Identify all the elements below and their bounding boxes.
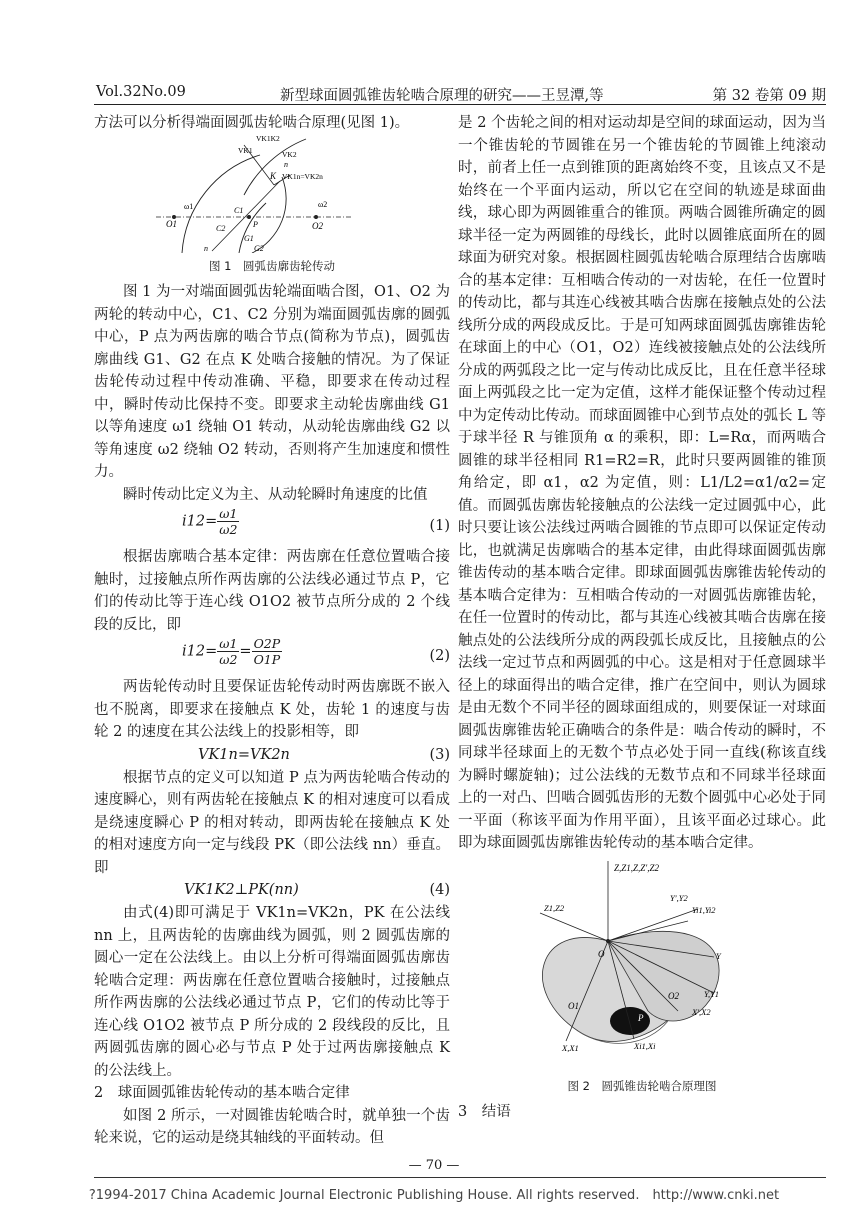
- eq2-num: ω1: [219, 636, 238, 651]
- equation-2: [94, 636, 450, 676]
- copyright-line: ?1994-2017 China Academic Journal Electronic Publishing House. All rights reserved. http://www.cnki.net: [88, 1188, 780, 1203]
- paragraph: 由式(4)即可满足于 VK1n=VK2n，PK 在公法线 nn 上，且两齿轮的齿廓曲线为圆弧，则 2 圆弧齿廓的圆心一定在公法线上。由以上分析可得端面圆弧齿廓齿轮啮合定理：两齿廓在任意位置啮合接触时，过接触点所作两齿廓的公法线必通过节点 P，它们的传动比等于连心线 O1O2 被节点 P 所分成的 2 段线段的反比，且两圆弧齿廓的圆心必与节点 P 处于过两齿廓接触点 K 的公法线上。: [94, 905, 450, 1079]
- eq2-num2: O2P: [253, 636, 281, 651]
- left-column: [94, 112, 450, 1150]
- eq1-number: (1): [429, 518, 450, 534]
- fig1-label-w2: ω2: [318, 199, 328, 209]
- running-title: 新型球面圆弧锥齿轮啮合原理的研究——王昱潭,等: [280, 88, 604, 104]
- fig2-label-xx2: X′,X2: [692, 1006, 711, 1017]
- fig1-label-k: K: [270, 170, 277, 181]
- paragraph: 根据节点的定义可以知道 P 点为两齿轮啮合传动的速度瞬心，则有两齿轮在接触点 K 的相对速度可以看成是绕速度瞬心 P 的相对转动，即两齿轮在接触点 K 处的相对速度方向一定与线段 PK（即公法线 nn）垂直。即: [94, 769, 450, 876]
- fig1-label-g1: G1: [244, 233, 254, 243]
- fig2-label-xi1xi: Xi1,Xi: [634, 1040, 656, 1051]
- paragraph: 是 2 个齿轮之间的相对运动却是空间的球面运动，因为当一个锥齿轮的节圆锥在另一个锥齿轮的节圆锥上纯滚动时，前者上任一点到锥顶的距离始终不变，且该点又不是始终在一个平面内运动，所以它在空间的轨迹是球面曲线，球心即为两圆锥重合的锥顶。两啮合圆锥所确定的圆球半径一定为两圆锥的母线长，此时以圆锥底面所在的圆球面为研究对象。根据圆柱圆弧齿轮啮合原理结合齿廓啮合的基本定律：互相啮合传动的一对齿轮，在任一位置时的传动比，都与其连心线被其啮合齿廓在接触点处的公法线所分成的两段成反比。于是可知两球面圆弧齿廓锥齿轮在球面上的中心（O1，O2）连线被接触点处的公法线所分成的两弧段之比一定与传动比成反比，且在任意半径球面上两弧段之比一定为定值，这样才能保证整个传动过程中为定传动比传动。而球面圆锥中心到节点处的弧长 L 等于球半径 R 与锥顶角 α 的乘积，即：L=Rα，而两啮合圆锥的球半径相同 R1=R2=R，此时只要两圆锥的锥顶角给定，即 α1，α2 为定值，则：L1/L2=α1/α2=定值。而圆弧齿廓齿轮接触点的公法线一定过圆弧中心，此时只要让该公法线过两啮合圆锥的节点即可以保证定传动比，也就满足齿廓啮合的基本定律，由此得球面圆弧齿廓锥齿传动的基本啮合定律。即球面圆弧齿廓锥齿轮传动的基本啮合定律为：互相啮合传动的一对圆弧齿廓锥齿轮，在任一位置时的传动比，都与其连心线被其啮合齿廓在接触点处的公法线所分成的两段弧长成反比，且接触点的公法线一定过节点和两圆弧的中心。这是相对于任意圆球半径上的球面得出的啮合定律，推广在空间中，则认为圆球是由无数个不同半径的圆球面组成的，则要保证一对球面圆弧齿廓锥齿轮正确啮合的条件是：啮合传动的瞬时，不同球半径球面上的无数个节点必处于同一直线(称该直线为瞬时螺旋轴)；过公法线的无数节点和不同球半径球面上的一对凸、凹啮合圆弧齿形的无数个圆弧中心必处于同一平面（称该平面为作用平面），且该平面必过球心。此即为球面圆弧齿廓锥齿轮传动的基本啮合定律。: [458, 115, 826, 851]
- fig1-label-w1: ω1: [184, 201, 194, 211]
- paragraph: 两齿轮传动时且要保证齿轮传动时两齿廓既不嵌入也不脱离，即要求在接触点 K 处，齿轮 1 的速度与齿轮 2 的速度在其公法线上的投影相等，即: [94, 679, 450, 740]
- fig2-diagram: [458, 861, 826, 1073]
- figure-2-caption: 图 2 圆弧锥齿轮啮合原理图: [567, 1078, 717, 1093]
- figure-2: [458, 861, 826, 1073]
- journal-volume: Vol.32No.09: [96, 84, 186, 100]
- intro-line: 方法可以分析得端面圆弧齿轮啮合原理(见图 1)。: [94, 115, 410, 131]
- fig1-label-o1: O1: [166, 218, 177, 229]
- paragraph: 如图 2 所示，一对圆锥齿轮啮合时，就单独一个齿轮来说，它的运动是绕其轴线的平面转动。但: [94, 1107, 450, 1146]
- eq1-lhs: i12=: [182, 513, 218, 530]
- equation-4: [94, 879, 450, 902]
- fig2-label-o1: O1: [568, 1000, 579, 1011]
- fig2-label-o: O: [598, 948, 605, 959]
- eq2-lhs: i12=: [182, 643, 218, 660]
- eq1-den: ω2: [219, 522, 238, 537]
- fig1-label-n: n: [284, 159, 288, 169]
- paragraph: 图 1 为一对端面圆弧齿轮端面啮合图，O1、O2 为两轮的转动中心，C1、C2 分别为端面圆弧齿廓的圆弧中心，P 点为两齿廓的啮合节点(简称为节点)，圆弧齿廓曲线 G1、G2 在点 K 处啮合接触的情况。为了保证齿轮传动过程中传动准确、平稳，即要求在传动过程中，瞬时传动比保持不变。即要求主动轮齿廓曲线 G1 以等角速度 ω1 绕轴 O1 转动，从动轮齿廓曲线 G2 以等角速度 ω2 绕轴 O2 转动，否则将产生加速度和惯性力。: [94, 284, 450, 480]
- fig1-diagram: [94, 135, 450, 253]
- section-2-heading: 2 球面圆弧锥齿轮传动的基本啮合定律: [94, 1085, 350, 1101]
- fig1-label-vk1n: VK1n=VK2n: [282, 171, 323, 181]
- fig2-label-y: Y: [716, 950, 721, 961]
- figure-1-caption: 图 1 圆弧齿廓齿轮传动: [209, 258, 335, 273]
- fig2-label-z1z2: Z1,Z2: [544, 902, 565, 913]
- journal-issue: 第 32 卷第 09 期: [712, 88, 826, 104]
- eq2-den: ω2: [219, 652, 238, 667]
- fig2-label-xx1: X,X1: [562, 1042, 579, 1053]
- eq3-number: (3): [429, 746, 450, 763]
- fig1-label-vk1: VK1: [238, 145, 253, 155]
- equation-3: [94, 744, 450, 767]
- footer-rule: [94, 1177, 826, 1178]
- section-3-heading: 3 结语: [458, 1104, 511, 1120]
- fig1-label-vk1k2: VK1K2: [256, 134, 280, 143]
- header-rule: [94, 104, 826, 105]
- eq2-den2: O1P: [253, 652, 281, 667]
- eq4-body: VK1K2⊥PK(nn): [184, 882, 299, 898]
- fig2-label-p: P: [638, 1012, 644, 1023]
- right-column: [458, 112, 826, 1124]
- fig2-label-top-axes: Z,Z1,Z,Z′,Z2: [614, 862, 659, 873]
- eq2-equals: =: [239, 643, 252, 660]
- figure-1: [94, 135, 450, 253]
- fig1-label-vk2: VK2: [282, 149, 297, 159]
- eq1-num: ω1: [219, 506, 238, 521]
- paragraph: 瞬时传动比定义为主、从动轮瞬时角速度的比值: [123, 486, 428, 503]
- equation-1: [94, 506, 450, 546]
- fig2-label-yy1: Y,Y1: [704, 988, 720, 999]
- paragraph: 根据齿廓啮合基本定律：两齿廓在任意位置啮合接触时，过接触点所作两齿廓的公法线必通过节点 P，它们的传动比等于连心线 O1O2 被节点所分成的 2 个线段的反比，即: [94, 549, 450, 633]
- eq3-body: VK1n=VK2n: [198, 746, 290, 763]
- fig1-label-c1: C1: [234, 205, 244, 215]
- fig1-label-n-bottom: n: [204, 243, 208, 253]
- fig1-label-p: P: [253, 219, 258, 229]
- eq2-number: (2): [429, 648, 450, 664]
- fig1-label-g2: G2: [254, 243, 264, 253]
- fig2-label-o2: O2: [668, 990, 679, 1001]
- eq4-number: (4): [429, 882, 450, 898]
- page-number: — 70 —: [408, 1158, 460, 1173]
- fig2-label-y1y2: Y′,Y2: [670, 892, 688, 903]
- fig1-label-o2: O2: [312, 220, 323, 231]
- fig2-label-yi1yi2: Yi1,Yi2: [692, 904, 716, 915]
- fig1-label-c2: C2: [216, 223, 226, 233]
